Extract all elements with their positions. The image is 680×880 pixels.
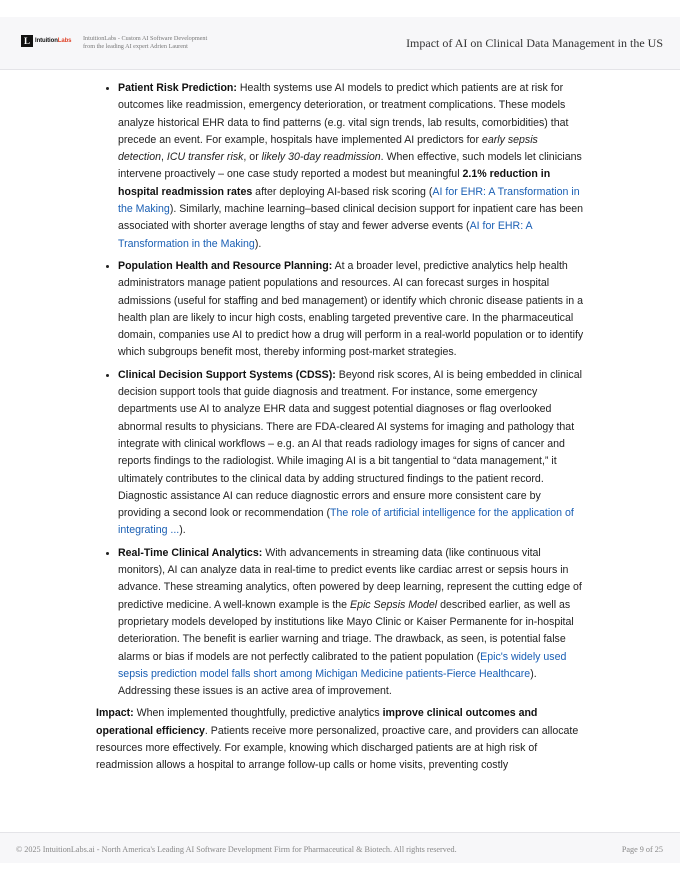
page-footer	[0, 832, 680, 863]
risk-heading: Patient Risk Prediction:	[118, 82, 237, 94]
risk-text-7: ).	[254, 237, 262, 250]
risk-text-6: ). Similarly, machine learning–based clinical decision support for inpatient care has been associated with shorter average lengths of stay and fewer adverse events (	[118, 203, 584, 233]
list-item-realtime-analytics	[118, 545, 585, 701]
list-item-cdss	[118, 367, 585, 540]
risk-citation-link-2[interactable]: AI for EHR: A Transformation in the Making	[118, 220, 532, 250]
logo-name-part2: Labs	[57, 38, 72, 44]
cdss-tail: ).	[179, 524, 186, 537]
page-header	[0, 17, 680, 70]
population-text: At a broader level, predictive analytics help health administrators manage patient populations and resources. AI can forecast surges in hospital admissions (useful for staffing and bed management) or identify which chronic disease patients in a health plan are likely to incur high costs, enabling targeted preventive care. In the pharmaceutical domain, companies use AI to predict how a drug will perform in a real-world population or to identify which subgroups benefit most, thereby informing post-market strategies.	[118, 259, 584, 359]
risk-text-5: after deploying AI-based risk scoring (	[252, 185, 433, 198]
tagline-line-2: from the leading AI expert Adrien Laurent	[83, 43, 188, 50]
cdss-citation-link[interactable]: The role of artificial intelligence for the application of integrating ...	[118, 507, 574, 537]
impact-label: Impact:	[96, 707, 134, 720]
list-item-risk-prediction	[118, 80, 585, 253]
list-item-population-health	[118, 258, 585, 362]
realtime-citation-link[interactable]: Epic's widely used sepsis prediction model falls short among Michigan Medicine patients-Fierce Healthcare	[118, 650, 567, 680]
realtime-text-2: described earlier, as well as proprietary models developed by institutions like Mayo Clinic or Kaiser Permanente for in-hospital deterioration. The benefit is earlier warning and triage. The drawback, as seen, is potential false alarms or bias if models are not perfectly calibrated to the patient population (	[118, 598, 574, 663]
header-tagline	[83, 35, 207, 51]
risk-text-3: , or	[243, 151, 262, 164]
cdss-text: Beyond risk scores, AI is being embedded in clinical decision support tools that guide diagnosis and treatment. For instance, some emergency departments use AI to analyze EHR data and suggest potential diagnoses or flag overlooked abnormal results to physicians. There are FDA-cleared AI systems for imaging and pathology that integrate with clinical workflows – e.g. an AI that reads radiology images for signs of cancer and reports findings to the radiologist. While imaging AI is a bit tangential to “data management,” it ultimately contributes to the clinical data by adding structured findings to the patient record. Diagnostic assistance AI can reduce diagnostic errors and ensure more consistent care by providing a second look or recommendation (	[118, 368, 582, 520]
impact-bold: improve clinical outcomes and operational efficiency	[96, 707, 538, 737]
document-title: Impact of AI on Clinical Data Management in the US	[406, 36, 663, 50]
risk-italic-1: early sepsis detection	[118, 133, 538, 164]
risk-bold-stat: 2.1% reduction in hospital readmission rates	[118, 168, 551, 198]
risk-text-2: ,	[161, 151, 167, 164]
risk-text-4: . When effective, such models let clinicians intervene proactively – one case study reported a modest but meaningful	[118, 151, 582, 181]
cdss-heading: Clinical Decision Support Systems (CDSS):	[118, 368, 336, 381]
impact-text-2: . Patients receive more personalized, proactive care, and providers can allocate resources more effectively. For example, knowing which discharged patients are at high risk of readmission allows a hospital to arrange follow-up calls or home visits, preventing costly	[96, 724, 579, 772]
realtime-italic: Epic Sepsis Model	[350, 598, 438, 611]
impact-text-1: When implemented thoughtfully, predictive analytics	[133, 707, 383, 720]
logo-name-part1: Intuition	[35, 38, 58, 44]
risk-citation-link-1[interactable]: AI for EHR: A Transformation in the Making	[118, 185, 580, 216]
risk-italic-2: ICU transfer risk	[166, 151, 244, 164]
company-logo[interactable]	[21, 35, 71, 47]
realtime-text-1: With advancements in streaming data (like continuous vital monitors), AI can analyze data in real-time to predict events like cardiac arrest or sepsis hours in advance. These streaming analytics, often powered by deep learning, represent the cutting edge of predictive medicine. A well-known example is the	[118, 546, 582, 611]
impact-paragraph	[96, 705, 585, 774]
logo-wordmark	[35, 38, 71, 44]
realtime-text-3: ). Addressing these issues is an active area of improvement.	[118, 667, 537, 698]
footer-copyright: © 2025 IntuitionLabs.ai - North America's Leading AI Software Development Firm for Pharmaceutical & Biotech. All rights reserved.	[16, 845, 457, 854]
tagline-line-1: IntuitionLabs - Custom AI Software Development	[83, 35, 208, 42]
page-number: Page 9 of 25	[621, 845, 663, 854]
logo-mark-icon: L	[21, 35, 33, 47]
page-content	[96, 80, 585, 785]
realtime-heading: Real-Time Clinical Analytics:	[118, 546, 263, 559]
population-heading: Population Health and Resource Planning:	[118, 259, 333, 272]
risk-italic-3: likely 30-day readmission	[261, 151, 381, 164]
bullet-list	[96, 80, 585, 700]
risk-text-1: Health systems use AI models to predict which patients are at risk for outcomes like readmission, emergency deterioration, or treatment complications. These models analyze historical EHR data to find patterns (e.g. vital sign trends, lab results, comorbidities) that precede an event. For example, hospitals have implemented AI predictors for	[118, 82, 569, 146]
